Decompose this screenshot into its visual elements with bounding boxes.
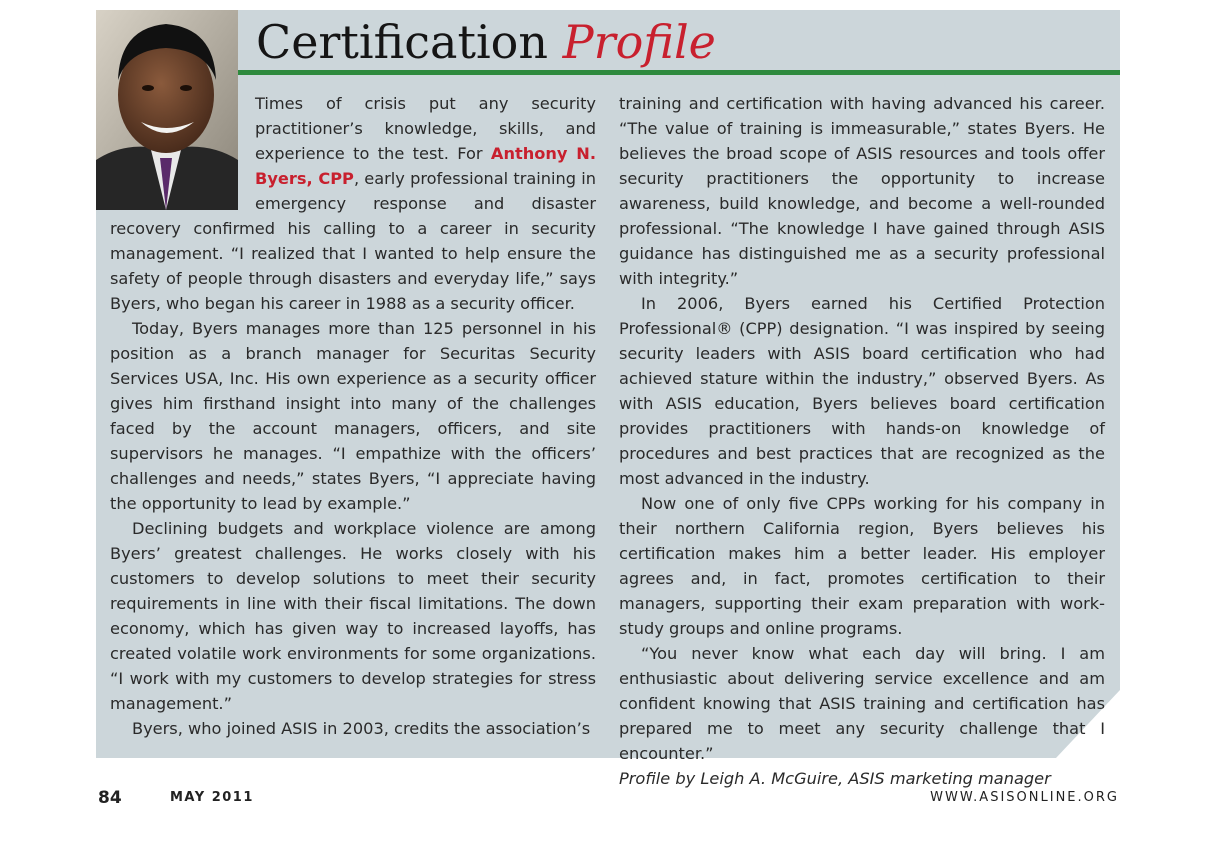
article-paragraph-3: Declining budgets and workplace violence are among Byers’ greatest challenges. He works closely with his customers to develop solutions to meet their security requirements in line with their fiscal limitations. The down economy, which has given way to increased layoffs, has created volatile work environments for some organizations. “I work with my customers to develop strategies for stress management.” xyxy=(110,519,596,713)
article-paragraph-6: In 2006, Byers earned his Certified Protection Professional® (CPP) designation. “I was inspired by seeing security leaders with ASIS board certification who had achieved stature within the industry,” observed Byers. As with ASIS education, Byers believes board certification provides practitioners with hands-on knowledge of procedures and best practices that are recognized as the most advanced in the industry. xyxy=(619,294,1105,488)
article-paragraph-7: Now one of only five CPPs working for his company in their northern California region, Byers believes his certification makes him a better leader. His employer agrees and, in fact, promotes certification to their managers, supporting their exam preparation with work-study groups and online programs. xyxy=(619,494,1105,638)
page-title xyxy=(256,12,716,72)
article-paragraph-2: Today, Byers manages more than 125 personnel in his position as a branch manager for Securitas Security Services USA, Inc. His own experience as a security officer gives him firsthand insight into many of the challenges faced by the account managers, officers, and site supervisors he manages. “I empathize with the officers’ challenges and needs,” states Byers, “I appreciate having the opportunity to lead by example.” xyxy=(110,319,596,513)
title-accent: Profile xyxy=(562,15,716,69)
article-byline: Profile by Leigh A. McGuire, ASIS marketing manager xyxy=(619,769,1051,788)
profile-name: Anthony N. Byers, CPP xyxy=(255,144,596,188)
article-paragraph-5: training and certification with having advanced his career. “The value of training is immeasurable,” states Byers. He believes the broad scope of ASIS resources and tools offer security practitioners the opportunity to increase awareness, build knowledge, and become a well-rounded professional. “The knowledge I have gained through ASIS guidance has distinguished me as a security professional with integrity.” xyxy=(619,94,1105,288)
paragraph-1-rest: , early professional training in emergency response and disaster recovery confirmed his calling to a career in security management. “I realized that I wanted to help ensure the safety of people through disasters and everyday life,” says Byers, who began his career in 1988 as a security officer. xyxy=(110,169,596,313)
article-paragraph-1 xyxy=(110,91,596,316)
article-paragraph-8: “You never know what each day will bring. I am enthusiastic about delivering service excellence and am confident knowing that ASIS training and certification has prepared me to meet any security challenge that I encounter.” xyxy=(619,644,1105,763)
website-url: WWW.ASISONLINE.ORG xyxy=(930,790,1119,805)
photo-wrap-space xyxy=(110,91,255,216)
article-column-left xyxy=(110,91,596,741)
issue-date: MAY 2011 xyxy=(170,790,254,805)
paragraph-1-lead: Times of crisis put any security practitioner’s knowledge, skills, and experience to the test. For xyxy=(255,94,596,163)
page-number: 84 xyxy=(98,788,122,808)
title-main: Certification xyxy=(256,15,548,69)
article-paragraph-4: Byers, who joined ASIS in 2003, credits the association’s xyxy=(132,719,591,738)
article-column-right xyxy=(619,91,1105,791)
